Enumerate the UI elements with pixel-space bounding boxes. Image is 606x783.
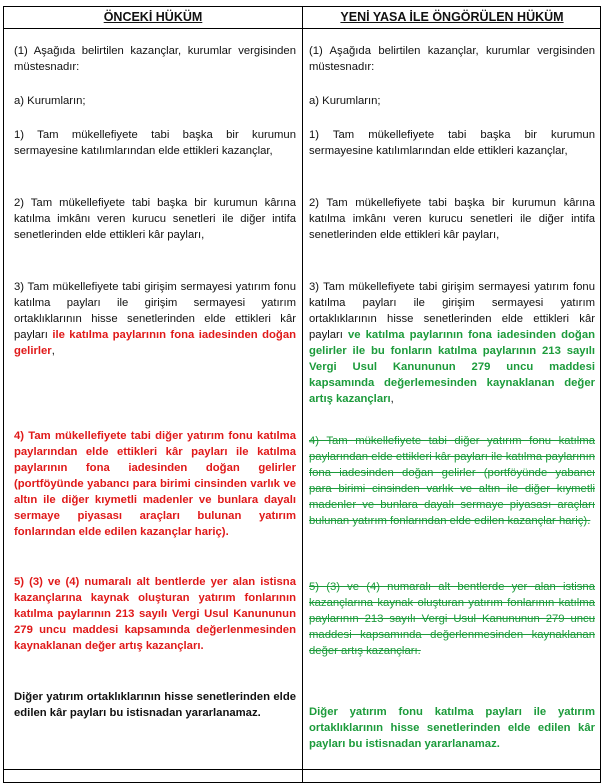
- header-new-provision: YENİ YASA İLE ÖNGÖRÜLEN HÜKÜM: [340, 10, 564, 24]
- right-paragraph-7-struck: 5) (3) ve (4) numaralı alt bentlerde yer alan istisna kazançlarına kaynak oluşturan yatırım fonlarının katılma paylarının 213 sayılı Vergi Usul Kanununun 279 uncu maddesi kapsamında değerlenmesinden kaynaklanan değer artış kazançları.: [309, 581, 595, 657]
- comparison-table: [3, 6, 601, 783]
- left-paragraph-1: (1) Aşağıda belirtilen kazançlar, kurumlar vergisinden müstesnadır:: [14, 45, 296, 73]
- left-paragraph-6-removed: 4) Tam mükellefiyete tabi diğer yatırım fonu katılma paylarından elde ettikleri kâr payları ile katılma paylarının fona iadesinden doğan gelirler (portföyünde yabancı para birimi cinsinden varlık ve altın ile diğer kıymetli madenler ve bunlara dayalı sermaye piyasası araçları bulunan yatırım fonlarından elde edilen kazançlar hariç).: [14, 430, 296, 538]
- left-paragraph-3: 1) Tam mükellefiyete tabi başka bir kurumun sermayesine katılımlarından elde ettikleri kazançlar,: [14, 129, 296, 157]
- left-paragraph-2: a) Kurumların;: [14, 95, 86, 107]
- right-paragraph-5-added: ve katılma paylarının fona iadesinden doğan gelirler ile bu fonların katılma paylarının 213 sayılı Vergi Usul Kanununun 279 uncu maddesi kapsamında değerlemesinden kaynaklanan değer artış kazançları: [309, 329, 596, 405]
- right-paragraph-8-added: Diğer yatırım fonu katılma payları ile yatırım ortaklıklarının hisse senetlerinden elde edilen kâr payları bu istisnadan yararlanamaz.: [309, 706, 595, 750]
- right-paragraph-2: a) Kurumların;: [309, 95, 381, 107]
- right-paragraph-5-end: ,: [390, 393, 394, 405]
- left-paragraph-8: Diğer yatırım ortaklıklarının hisse senetlerinden elde edilen kâr payları bu istisnadan yararlanamaz.: [14, 691, 296, 719]
- header-previous-provision: ÖNCEKİ HÜKÜM: [103, 10, 203, 24]
- right-paragraph-6-struck: 4) Tam mükellefiyete tabi diğer yatırım fonu katılma paylarından elde ettikleri kâr payları ile katılma paylarının fona iadesinden doğan gelirler (portföyünde yabancı para birimi cinsinden varlık ve altın ile diğer kıymetli madenler ve bunlara dayalı sermaye piyasası araçları bulunan yatırım fonlarından elde edilen kazançlar hariç).: [309, 435, 595, 527]
- right-paragraph-5-text: 3) Tam mükellefiyete tabi girişim sermayesi yatırım fonu katılma payları ile girişim sermayesi yatırım ortaklıklarının hisse senetlerinden elde ettikleri kâr payları: [309, 281, 595, 341]
- bottom-divider: [4, 769, 600, 770]
- left-paragraph-4: 2) Tam mükellefiyete tabi başka bir kurumun kârına katılma imkânı veren kurucu senetleri ile diğer intifa senetlerinden elde ettikleri kâr payları,: [14, 197, 296, 241]
- left-paragraph-5: [14, 279, 296, 359]
- right-paragraph-1: (1) Aşağıda belirtilen kazançlar, kurumlar vergisinden müstesnadır:: [309, 45, 595, 73]
- right-paragraph-4: 2) Tam mükellefiyete tabi başka bir kurumun kârına katılma imkânı veren kurucu senetleri ile diğer intifa senetlerinden elde ettikleri kâr payları,: [309, 197, 595, 241]
- left-paragraph-5-removed: ile katılma paylarının fona iadesinden doğan gelirler: [14, 329, 296, 357]
- left-paragraph-5-text: 3) Tam mükellefiyete tabi girişim sermayesi yatırım fonu katılma payları ile girişim sermayesi yatırım ortaklıklarının hisse senetlerinden elde ettikleri kâr payları: [14, 281, 296, 341]
- right-paragraph-5: [309, 279, 595, 407]
- left-paragraph-7-removed: 5) (3) ve (4) numaralı alt bentlerde yer alan istisna kazançlarına kaynak oluşturan yatırım fonlarının katılma paylarının 213 sayılı Vergi Usul Kanununun 279 uncu maddesi kapsamında değerlenmesinden kaynaklanan değer artış kazançları.: [14, 576, 296, 652]
- right-paragraph-3: 1) Tam mükellefiyete tabi başka bir kurumun sermayesine katılımlarından elde ettikleri kazançlar,: [309, 129, 595, 157]
- left-paragraph-5-end: ,: [51, 345, 55, 357]
- column-divider: [302, 7, 303, 782]
